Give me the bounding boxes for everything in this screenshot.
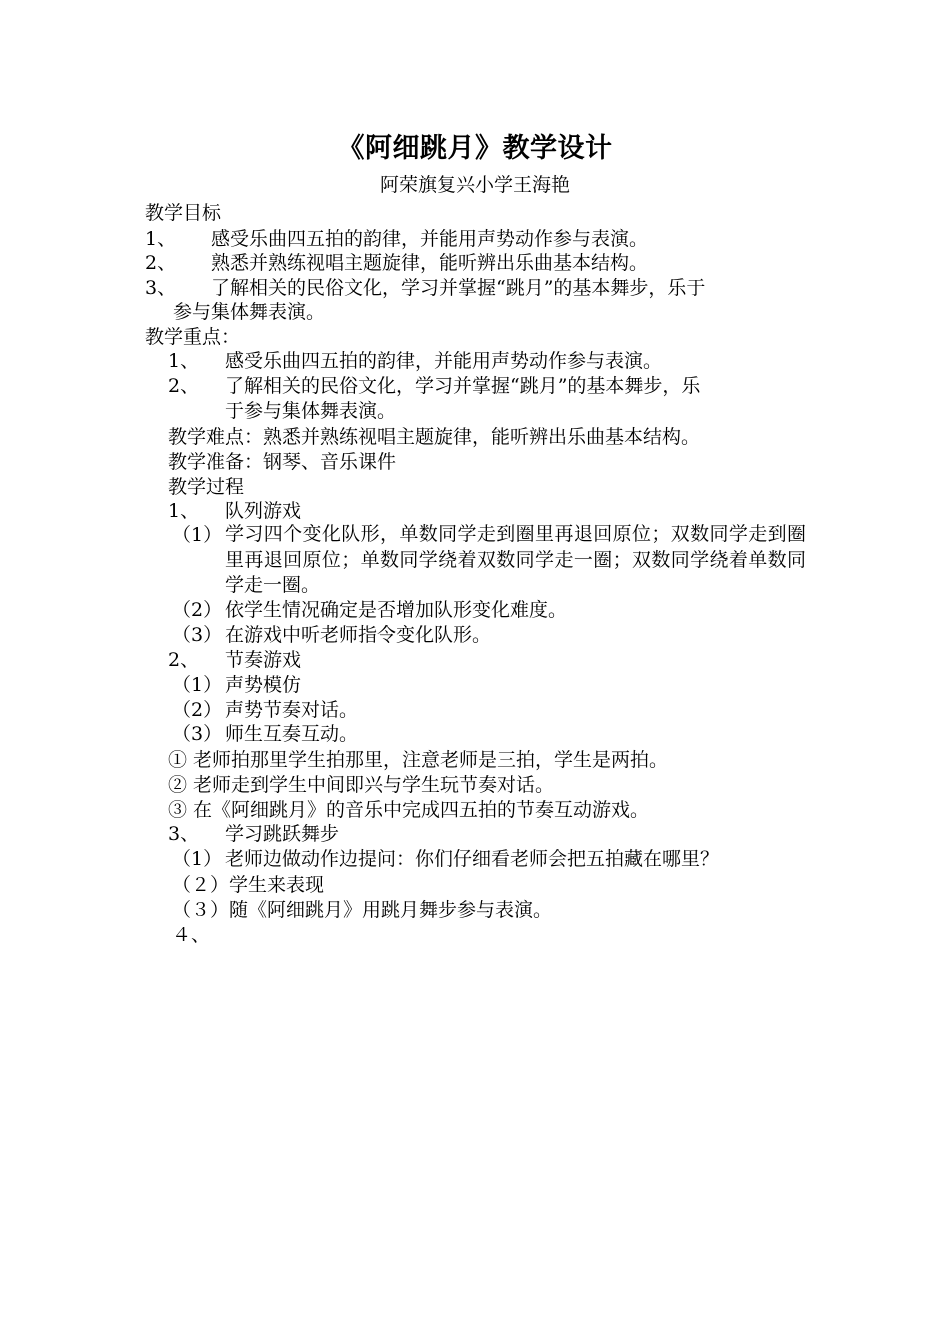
sub-number: （1）: [172, 848, 223, 870]
key-item-2-continuation: 于参与集体舞表演。: [225, 400, 397, 422]
author-line: 阿荣旗复兴小学王海艳: [379, 174, 570, 196]
goal-item-text: 了解相关的民俗文化，学习并掌握“跳月”的基本舞步，乐于: [211, 277, 706, 299]
sub-number: （1）: [172, 674, 223, 696]
key-item-number: 2、: [168, 375, 200, 397]
sub-text: 师生互奏互动。: [225, 723, 359, 745]
sub-text: 声势模仿: [225, 674, 302, 696]
process-heading: 教学过程: [168, 476, 245, 498]
step-number: 1、: [168, 500, 200, 522]
sub-text: 老师边做动作边提问：你们仔细看老师会把五拍藏在哪里？: [225, 848, 720, 870]
key-item-number: 1、: [168, 350, 200, 372]
step-1-sub-1-text: 学习四个变化队形，单数同学走到圈里再退回原位；双数同学走到圈里再退回原位；单数同学绕着双数同学走一圈；双数同学绕着单数同学走一圈。: [225, 523, 806, 596]
step-2-circled-3: ③ 在《阿细跳月》的音乐中完成四五拍的节奏互动游戏。: [168, 799, 650, 821]
step-number: 3、: [168, 823, 200, 845]
sub-text: 在游戏中听老师指令变化队形。: [225, 624, 492, 646]
step-1-sub-1-number: （1）: [172, 524, 223, 546]
sub-number: （2）: [172, 699, 223, 721]
step-2-circled-1: ① 老师拍那里学生拍那里，注意老师是三拍，学生是两拍。: [168, 749, 669, 771]
key-item-text: 感受乐曲四五拍的韵律，并能用声势动作参与表演。: [225, 350, 663, 372]
step-3-sub-3: （３）随《阿细跳月》用跳月舞步参与表演。: [172, 899, 553, 921]
step-4-number: ４、: [172, 924, 211, 946]
step-2-circled-2: ② 老师走到学生中间即兴与学生玩节奏对话。: [168, 774, 555, 796]
document-title: 《阿细跳月》教学设计: [337, 133, 613, 164]
goal-item-text: 熟悉并熟练视唱主题旋律，能听辨出乐曲基本结构。: [211, 252, 649, 274]
key-item-text: 了解相关的民俗文化，学习并掌握“跳月”的基本舞步，乐: [225, 375, 701, 397]
sub-text: 依学生情况确定是否增加队形变化难度。: [225, 599, 568, 621]
goal-item-text: 感受乐曲四五拍的韵律，并能用声势动作参与表演。: [211, 228, 649, 250]
goals-heading: 教学目标: [145, 202, 222, 224]
step-3-sub-2: （２）学生来表现: [172, 874, 325, 896]
step-title: 学习跳跃舞步: [225, 823, 340, 845]
keys-heading: 教学重点：: [145, 326, 241, 348]
sub-number: （2）: [172, 599, 223, 621]
goal-item-number: 3、: [145, 277, 177, 299]
preparation-line: 教学准备：钢琴、音乐课件: [168, 451, 397, 473]
goal-item-number: 2、: [145, 252, 177, 274]
sub-number: （3）: [172, 723, 223, 745]
step-title: 节奏游戏: [225, 649, 302, 671]
sub-number: （3）: [172, 624, 223, 646]
goal-item-3-continuation: 参与集体舞表演。: [173, 301, 326, 323]
goal-item-number: 1、: [145, 228, 177, 250]
step-title: 队列游戏: [225, 500, 302, 522]
step-number: 2、: [168, 649, 200, 671]
sub-text: 声势节奏对话。: [225, 699, 359, 721]
difficulty-line: 教学难点：熟悉并熟练视唱主题旋律，能听辨出乐曲基本结构。: [168, 426, 701, 448]
